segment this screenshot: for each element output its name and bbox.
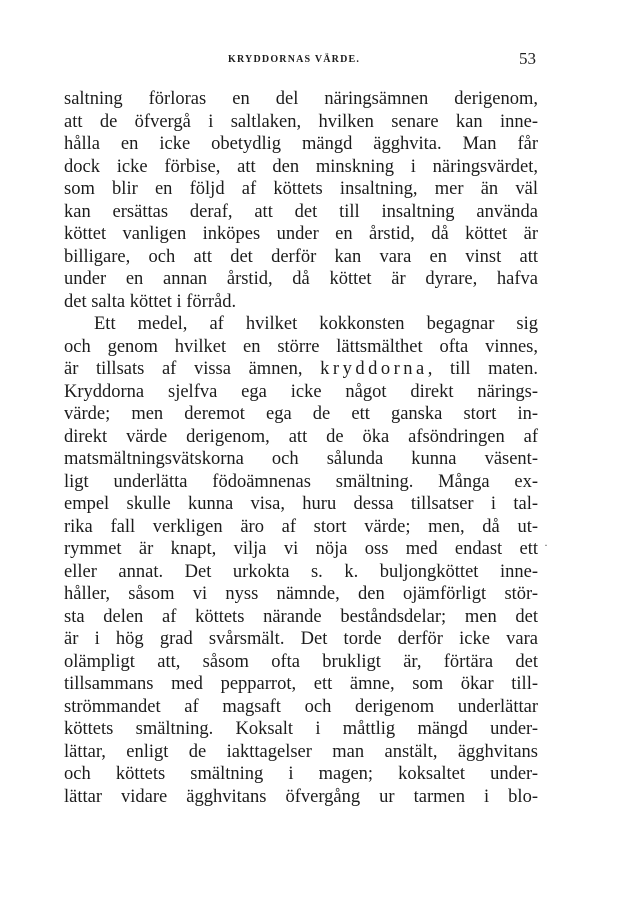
text-line: billigare, och att det derför kan vara en vinst att	[64, 246, 538, 267]
text-line: empel skulle kunna visa, huru dessa tillsatser i tal-	[64, 494, 538, 514]
text-line: värde; men deremot ega de ett ganska stort in-	[64, 404, 538, 424]
text-line-with-emphasis	[64, 358, 538, 381]
text-fragment: , till maten.	[427, 359, 538, 379]
text-line: ligt underlätta födoämnenas smältning. Många ex-	[64, 471, 538, 492]
text-line: att de öfvergå i saltlaken, hvilken senare kan inne-	[64, 111, 538, 132]
text-line: olämpligt att, såsom ofta brukligt är, förtära det	[64, 651, 538, 672]
text-line: köttets smältning. Koksalt i måttlig mängd under-	[64, 719, 538, 739]
text-line: Kryddorna sjelfva ega icke något direkt närings-	[64, 381, 538, 402]
text-line: hålla en icke obetydlig mängd ägghvita. Man får	[64, 134, 538, 154]
text-line: som blir en följd af köttets insaltning, mer än väl	[64, 179, 538, 199]
text-line: dock icke förbise, att den minskning i näringsvärdet,	[64, 156, 538, 177]
text-line: och genom hvilket en större lättsmälthet ofta vinnes,	[64, 336, 538, 357]
text-line: matsmältningsvätskorna och sålunda kunna väsent-	[64, 449, 538, 469]
text-line: lättar vidare ägghvitans öfvergång ur tarmen i blo-	[64, 786, 538, 807]
text-line: lättar, enligt de iakttagelser man anstält, ägghvitans	[64, 741, 538, 762]
text-line: strömmandet af magsaft och derigenom underlättar	[64, 696, 538, 717]
text-line: köttet vanligen inköpes under en årstid, då köttet är	[64, 224, 538, 244]
emphasized-word: kryddorna	[320, 359, 428, 379]
text-line: under en annan årstid, då köttet är dyrare, hafva	[64, 269, 538, 289]
running-head: KRYDDORNAS VÄRDE.	[228, 54, 361, 65]
text-line: och köttets smältning i magen; koksaltet under-	[64, 764, 538, 784]
text-line: tillsammans med pepparrot, ett ämne, som ökar till-	[64, 674, 538, 694]
body-text	[64, 88, 538, 808]
text-line: rika fall verkligen äro af stort värde; men, då ut-	[64, 516, 538, 537]
page-number: 53	[519, 49, 536, 68]
text-line: det salta köttet i förråd.	[64, 291, 237, 312]
text-fragment: är tillsats af vissa ämnen,	[64, 359, 303, 379]
text-line: eller annat. Det urkokta s. k. buljongköttet inne-	[64, 561, 538, 582]
text-line: Ett medel, af hvilket kokkonsten begagnar sig	[94, 314, 538, 334]
text-line: sta delen af köttets närande beståndsdelar; men det	[64, 606, 538, 627]
margin-speck: ·	[544, 538, 548, 552]
text-line: rymmet är knapt, vilja vi nöja oss med endast ett	[64, 539, 538, 559]
text-line: saltning förloras en del näringsämnen derigenom,	[64, 89, 538, 109]
text-line: är i hög grad svårsmält. Det torde derför icke vara	[64, 629, 538, 649]
text-line: direkt värde derigenom, att de öka afsöndringen af	[64, 426, 538, 447]
text-line: kan ersättas deraf, att det till insaltning använda	[64, 201, 538, 222]
text-line: håller, såsom vi nyss nämnde, den ojämförligt stör-	[64, 584, 538, 604]
